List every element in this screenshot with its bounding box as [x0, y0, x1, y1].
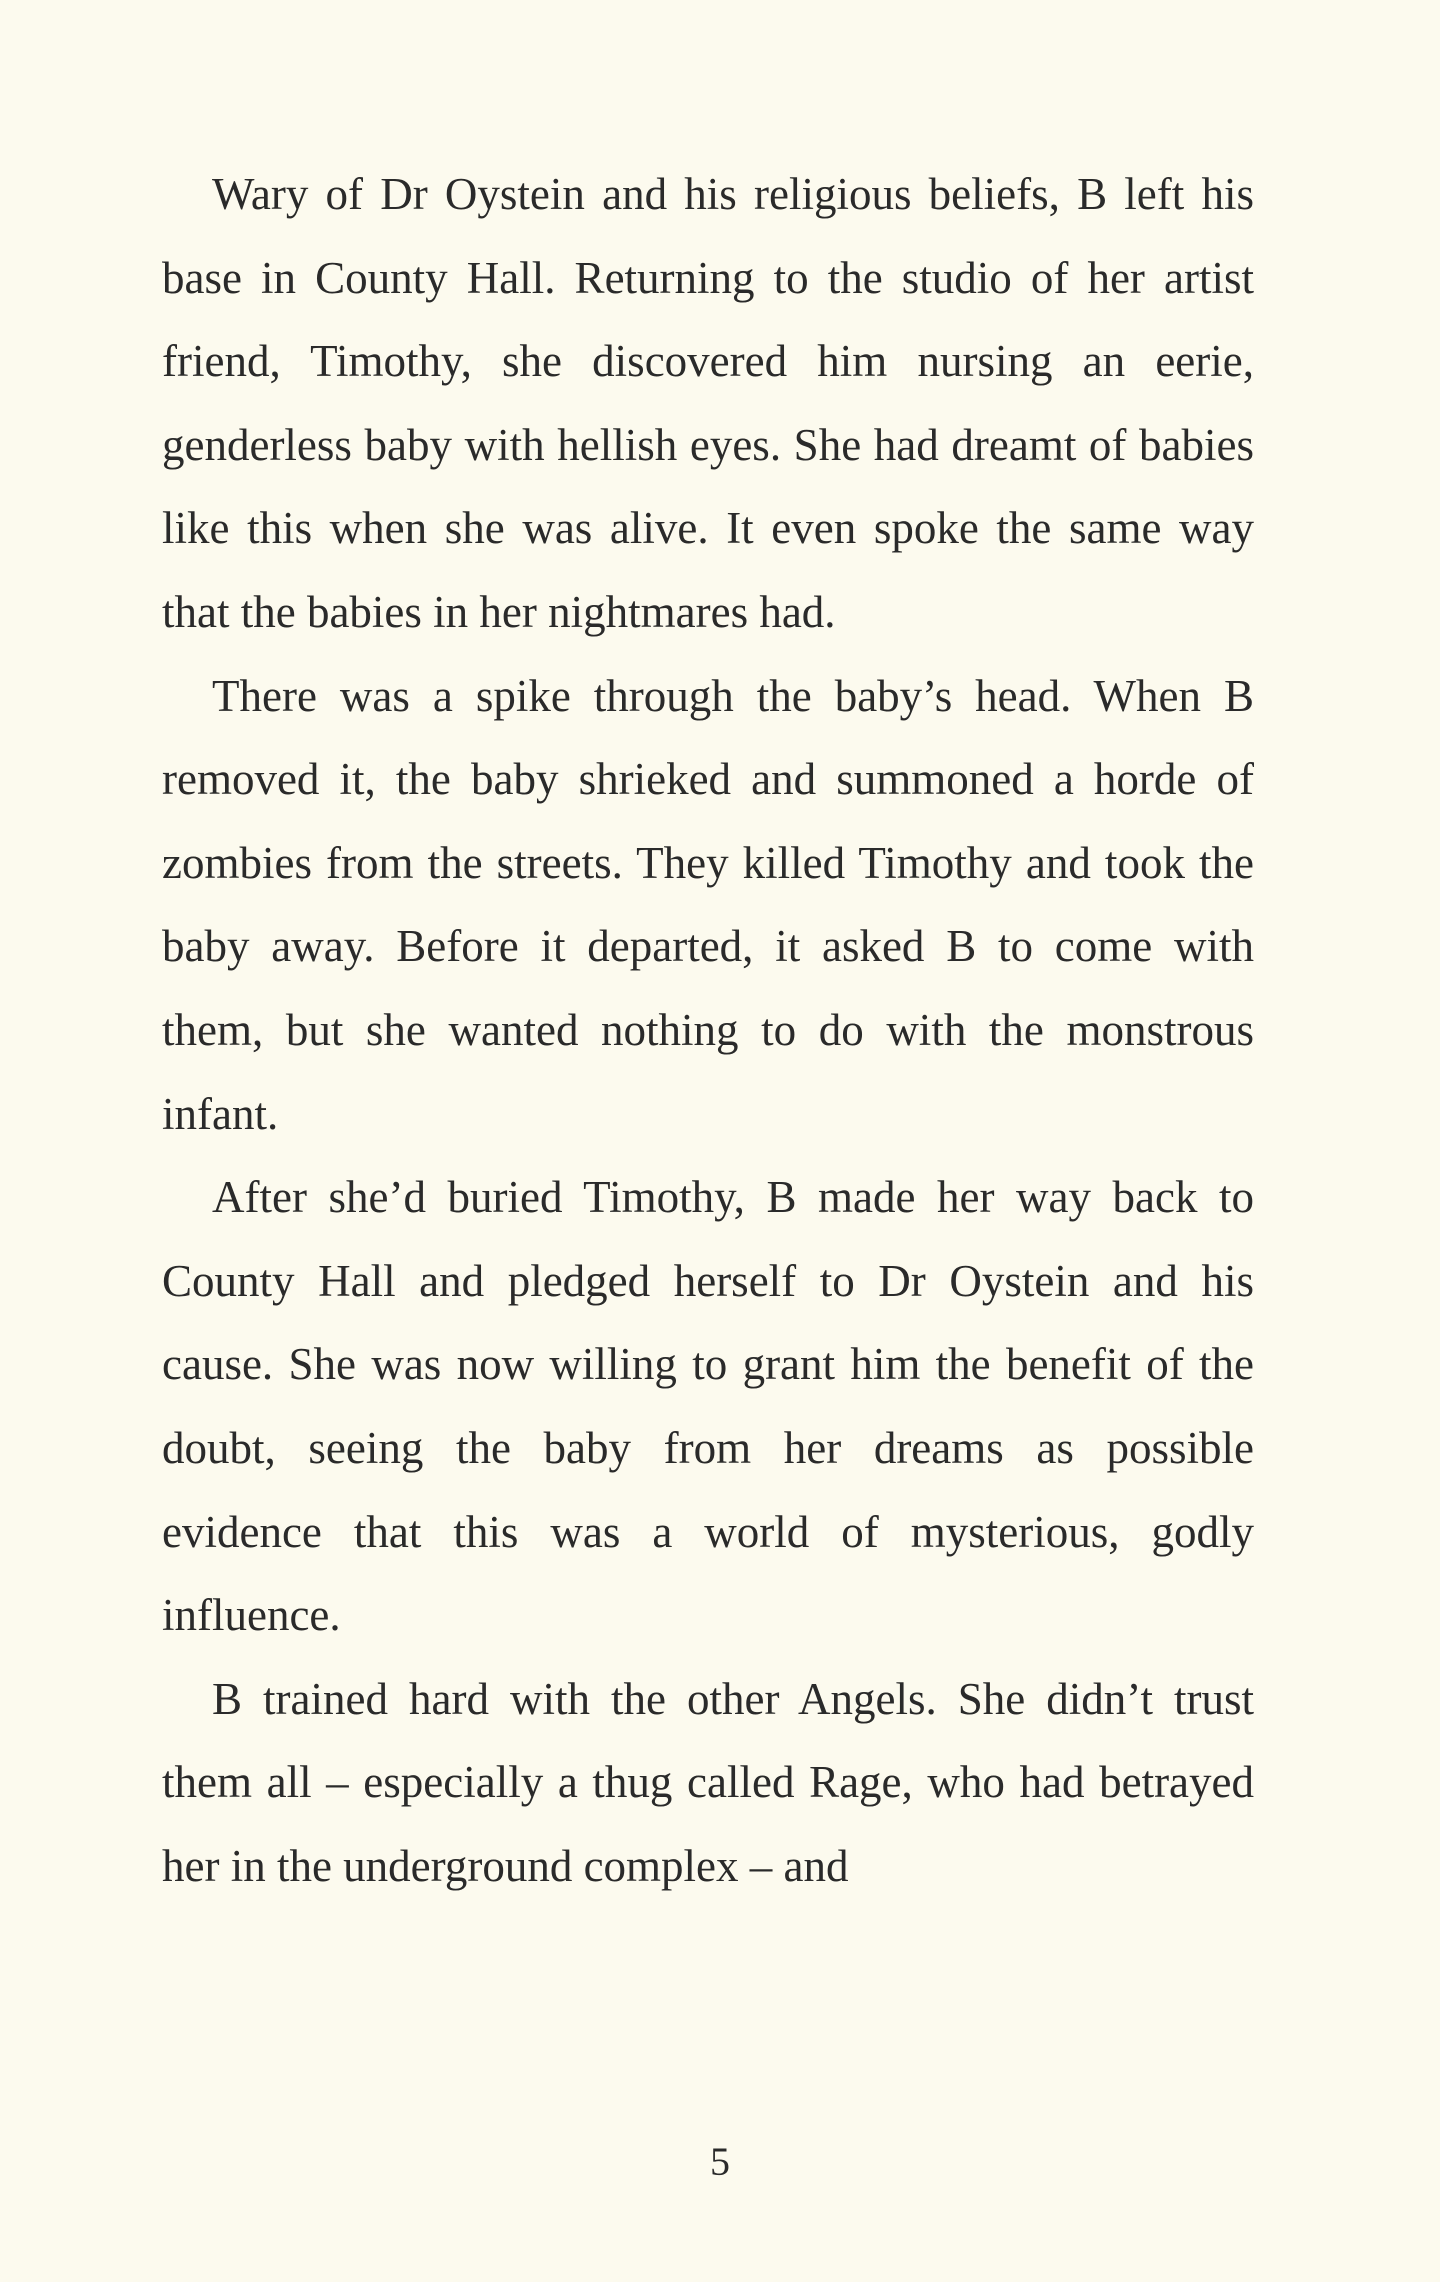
paragraph-3: After she’d buried Timothy, B made her way back to County Hall and pledged herself to Dr Oystein and his cause. She was now willing to grant him the benefit of the doubt, seeing the baby from her dreams as possible evidence that this was a world of mysterious, godly influence.: [162, 1172, 1254, 1641]
paragraph-1: Wary of Dr Oystein and his religious beliefs, B left his base in County Hall. Returning to the studio of her artist friend, Timothy, she discovered him nursing an eerie, genderless baby with hellish eyes. She had dreamt of babies like this when she was alive. It even spoke the same way that the babies in her nightmares had.: [162, 169, 1254, 637]
paragraph-2: There was a spike through the baby’s head. When B removed it, the baby shrieked and summoned a horde of zombies from the streets. They killed Timothy and took the baby away. Before it departed, it asked B to come with them, but she wanted nothing to do with the monstrous infant.: [162, 670, 1254, 1139]
body-text: [162, 153, 1254, 1908]
paragraph-4: B trained hard with the other Angels. She didn’t trust them all – especially a thug called Rage, who had betrayed her in the underground complex – and: [162, 1673, 1254, 1891]
page-number: 5: [710, 2139, 730, 2184]
